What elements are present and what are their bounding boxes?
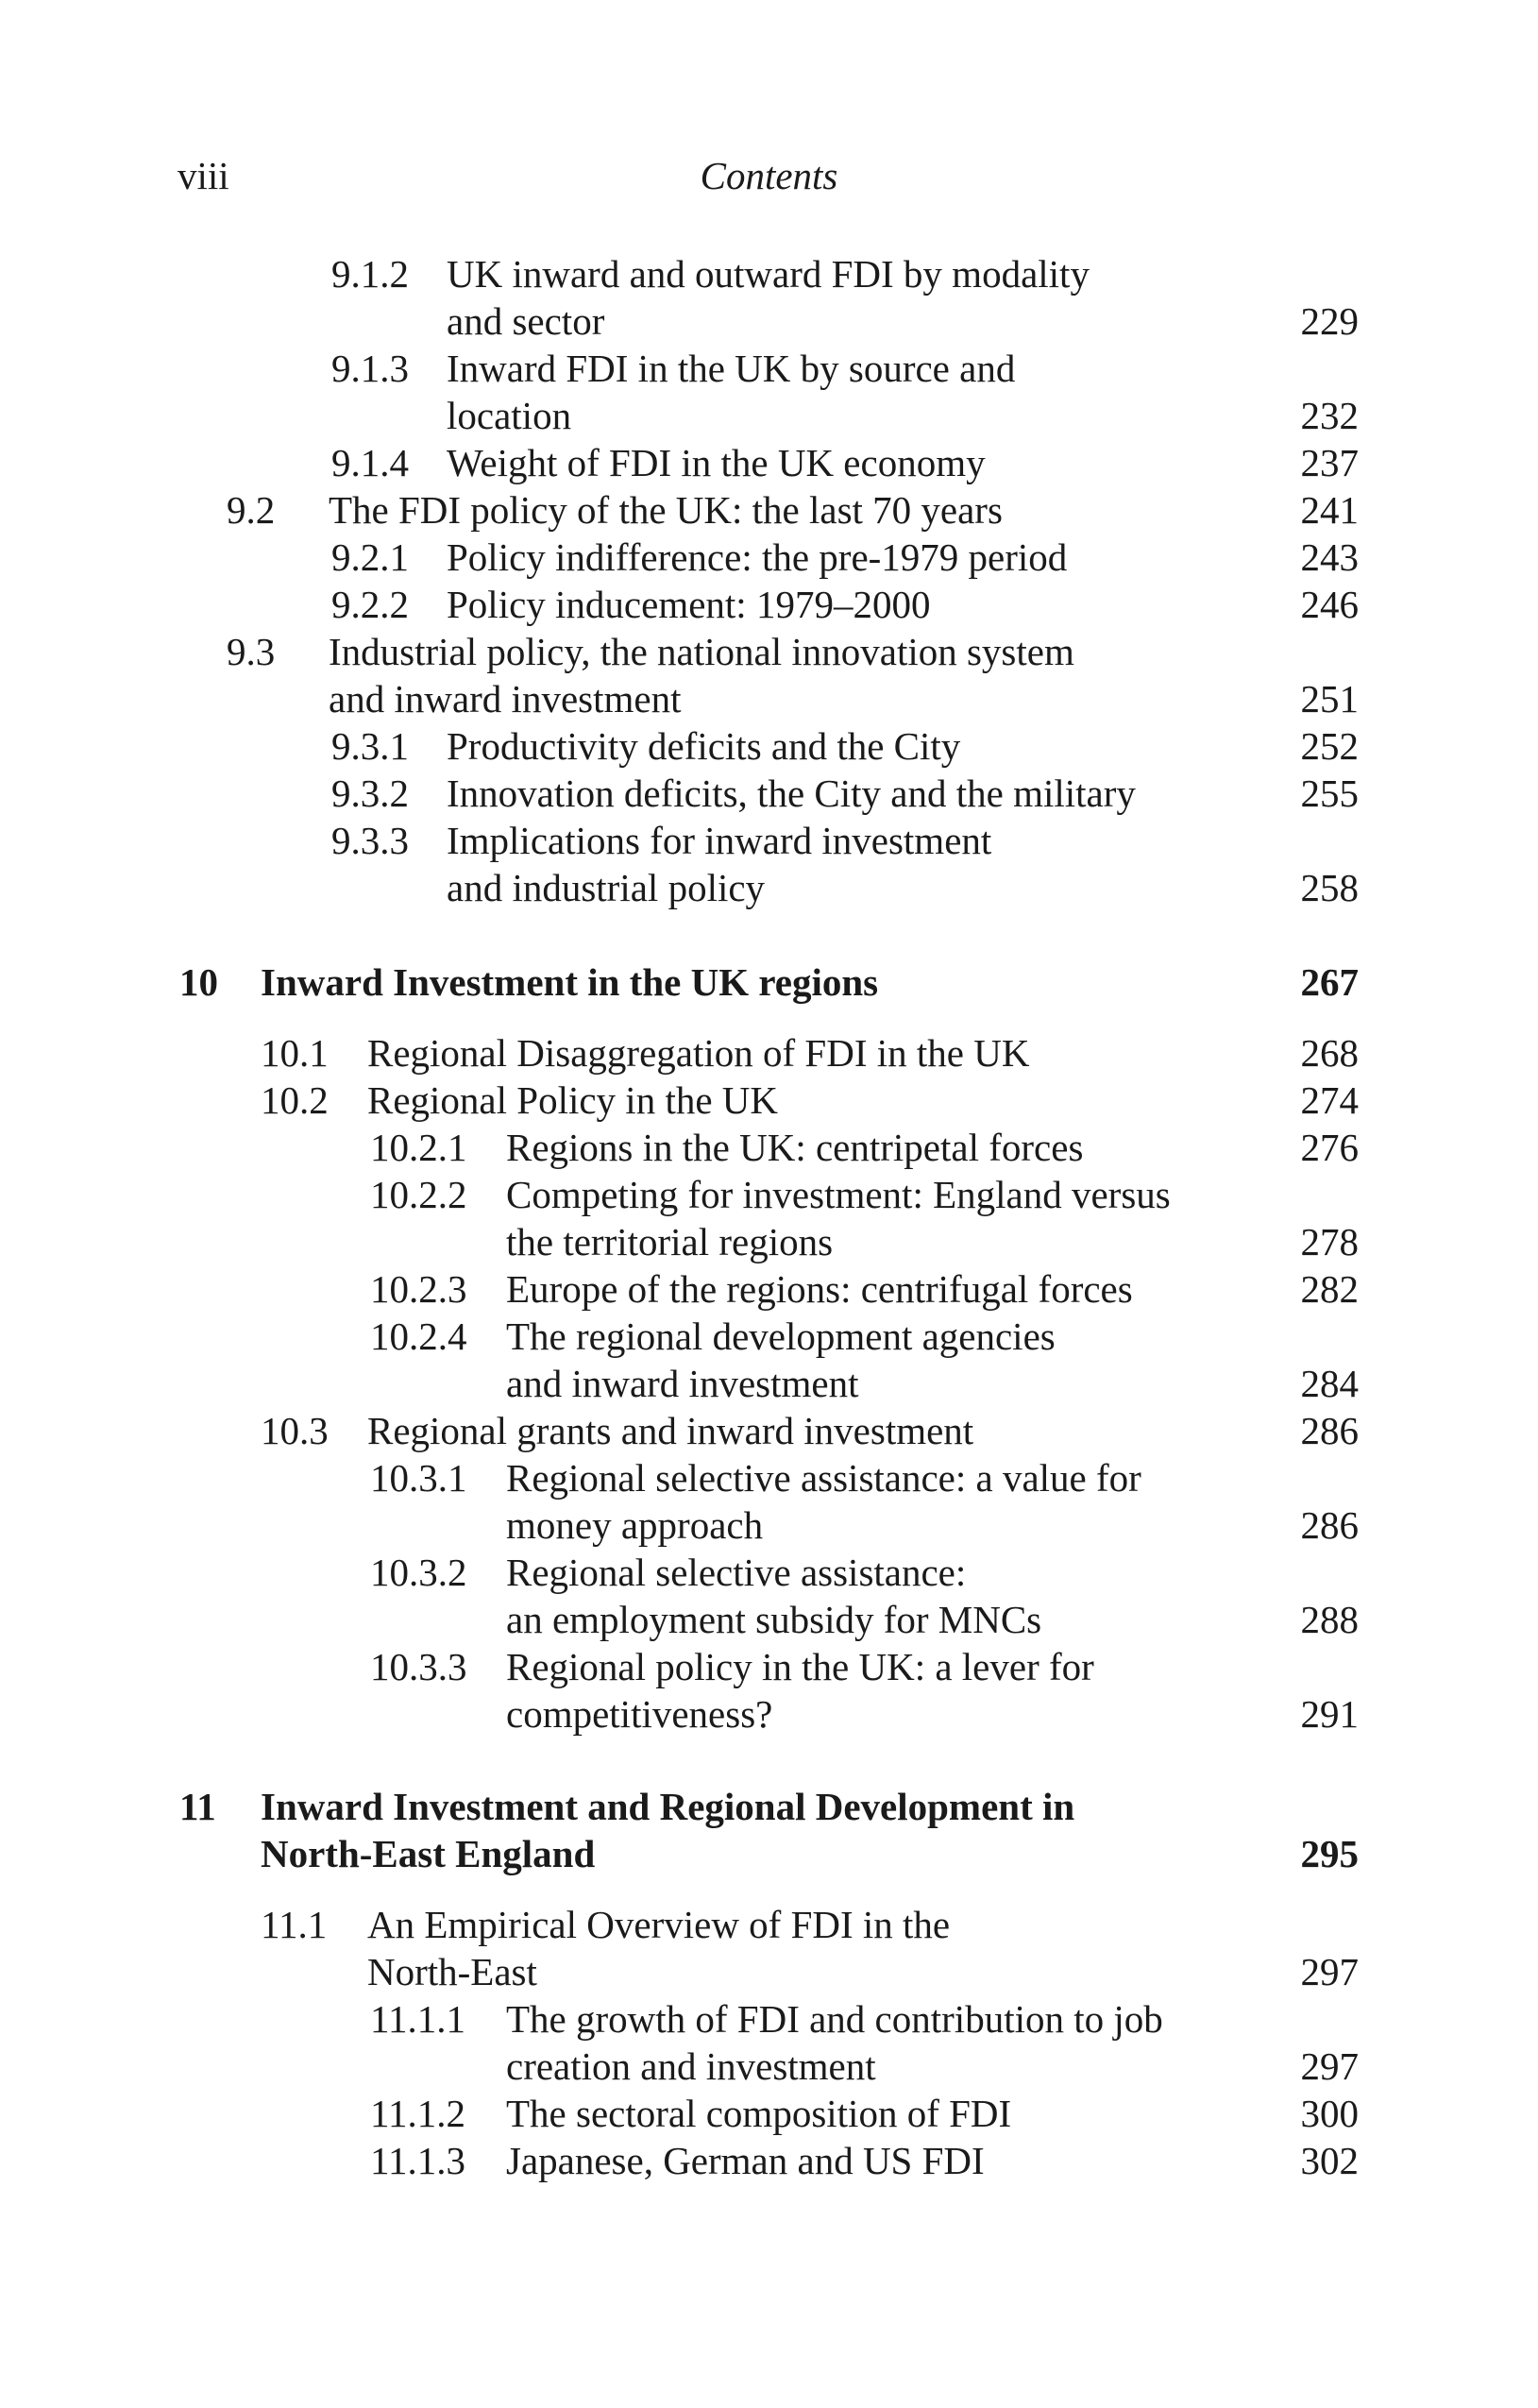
toc-page-ref: 291 (1300, 1692, 1359, 1736)
toc-page-ref: 284 (1300, 1362, 1359, 1405)
toc-entry-title: UK inward and outward FDI by modality (447, 252, 1090, 296)
toc-entry-number: 10.3.3 (370, 1645, 467, 1688)
toc-entry-number: 9.2 (227, 488, 276, 532)
toc-entry-title: Regional Policy in the UK (367, 1078, 779, 1122)
toc-entry-number: 9.2.2 (331, 583, 409, 626)
toc-page-ref: 252 (1300, 724, 1359, 768)
chapter-title: Inward Investment and Regional Development in (261, 1785, 1075, 1828)
toc-entry-title: Policy inducement: 1979–2000 (447, 583, 931, 626)
toc-entry-title: Policy indifference: the pre-1979 period (447, 535, 1068, 579)
toc-entry-title: Weight of FDI in the UK economy (447, 441, 986, 484)
chapter-page-ref: 295 (1300, 1832, 1359, 1875)
toc-entry-number: 10.3.1 (370, 1456, 467, 1500)
toc-page-ref: 268 (1300, 1031, 1359, 1075)
toc-entry-title: Innovation deficits, the City and the military (447, 772, 1136, 815)
toc-entry-title: location (447, 394, 572, 437)
toc-page-ref: 278 (1300, 1220, 1359, 1263)
toc-page-ref: 241 (1300, 488, 1359, 532)
toc-entry-title: Inward FDI in the UK by source and (447, 347, 1016, 390)
toc-entry-number: 9.3.3 (331, 819, 409, 862)
toc-entry-number: 9.3 (227, 630, 276, 673)
toc-entry-title: The FDI policy of the UK: the last 70 years (329, 488, 1003, 532)
toc-entry-number: 9.3.2 (331, 772, 409, 815)
toc-entry-number: 10.2.3 (370, 1267, 467, 1311)
toc-page-ref: 229 (1300, 299, 1359, 343)
toc-page-ref: 286 (1300, 1409, 1359, 1452)
toc-entry-number: 10.2.1 (370, 1126, 467, 1169)
toc-entry-title: Productivity deficits and the City (447, 724, 961, 768)
toc-page-ref: 297 (1300, 2044, 1359, 2088)
toc-page-ref: 286 (1300, 1503, 1359, 1547)
toc-entry-title: creation and investment (506, 2044, 876, 2088)
toc-entry-number: 9.1.4 (331, 441, 409, 484)
toc-entry-title: The growth of FDI and contribution to job (506, 1997, 1163, 2041)
toc-entry-title: Regional Disaggregation of FDI in the UK (367, 1031, 1030, 1075)
toc-entry-number: 11.1.1 (370, 1997, 465, 2041)
toc-page-ref: 246 (1300, 583, 1359, 626)
toc-page-ref: 251 (1300, 677, 1359, 721)
toc-entry-title: Implications for inward investment (447, 819, 992, 862)
page-number: viii (177, 154, 229, 197)
toc-entry-title: money approach (506, 1503, 764, 1547)
toc-entry-title: Regions in the UK: centripetal forces (506, 1126, 1084, 1169)
chapter-title: North-East England (261, 1832, 596, 1875)
toc-page-ref: 243 (1300, 535, 1359, 579)
toc-entry-title: competitiveness? (506, 1692, 773, 1736)
toc-entry-title: North-East (367, 1950, 537, 1993)
toc-entry-title: and sector (447, 299, 605, 343)
toc-entry-number: 10.3 (261, 1409, 329, 1452)
toc-entry-number: 10.2.2 (370, 1173, 467, 1216)
chapter-number: 10 (179, 960, 218, 1004)
toc-entry-title: an employment subsidy for MNCs (506, 1598, 1042, 1641)
toc-page-ref: 232 (1300, 394, 1359, 437)
toc-entry-title: the territorial regions (506, 1220, 834, 1263)
toc-entry-title: Regional policy in the UK: a lever for (506, 1645, 1094, 1688)
toc-entry-title: Regional selective assistance: a value for (506, 1456, 1141, 1500)
chapter-number: 11 (179, 1785, 216, 1828)
toc-page-ref: 255 (1300, 772, 1359, 815)
toc-entry-title: Regional grants and inward investment (367, 1409, 974, 1452)
toc-page-ref: 297 (1300, 1950, 1359, 1993)
toc-entry-title: and inward investment (329, 677, 682, 721)
toc-entry-title: The regional development agencies (506, 1314, 1056, 1358)
toc-page-ref: 302 (1300, 2139, 1359, 2182)
toc-entry-title: The sectoral composition of FDI (506, 2092, 1012, 2135)
toc-entry-title: An Empirical Overview of FDI in the (367, 1903, 951, 1946)
toc-entry-number: 9.1.3 (331, 347, 409, 390)
toc-page-ref: 258 (1300, 866, 1359, 909)
toc-entry-number: 10.2.4 (370, 1314, 467, 1358)
toc-entry-title: Regional selective assistance: (506, 1551, 967, 1594)
toc-page-ref: 274 (1300, 1078, 1359, 1122)
toc-entry-title: and inward investment (506, 1362, 859, 1405)
toc-entry-title: Industrial policy, the national innovation system (329, 630, 1074, 673)
toc-entry-number: 11.1 (261, 1903, 328, 1946)
toc-entry-number: 11.1.2 (370, 2092, 465, 2135)
toc-page-ref: 282 (1300, 1267, 1359, 1311)
toc-entry-number: 10.2 (261, 1078, 329, 1122)
toc-entry-title: Japanese, German and US FDI (506, 2139, 985, 2182)
chapter-page-ref: 267 (1300, 960, 1359, 1004)
toc-entry-title: Europe of the regions: centrifugal forces (506, 1267, 1133, 1311)
toc-entry-number: 10.1 (261, 1031, 329, 1075)
toc-page-ref: 237 (1300, 441, 1359, 484)
toc-page-ref: 288 (1300, 1598, 1359, 1641)
toc-entry-title: Competing for investment: England versus (506, 1173, 1171, 1216)
toc-entry-number: 9.1.2 (331, 252, 409, 296)
toc-entry-number: 9.2.1 (331, 535, 409, 579)
toc-entry-number: 10.3.2 (370, 1551, 467, 1594)
running-title: Contents (700, 154, 838, 197)
toc-page-ref: 300 (1300, 2092, 1359, 2135)
toc-entry-title: and industrial policy (447, 866, 766, 909)
toc-entry-number: 9.3.1 (331, 724, 409, 768)
toc-entry-number: 11.1.3 (370, 2139, 465, 2182)
chapter-title: Inward Investment in the UK regions (261, 960, 879, 1004)
toc-page-ref: 276 (1300, 1126, 1359, 1169)
